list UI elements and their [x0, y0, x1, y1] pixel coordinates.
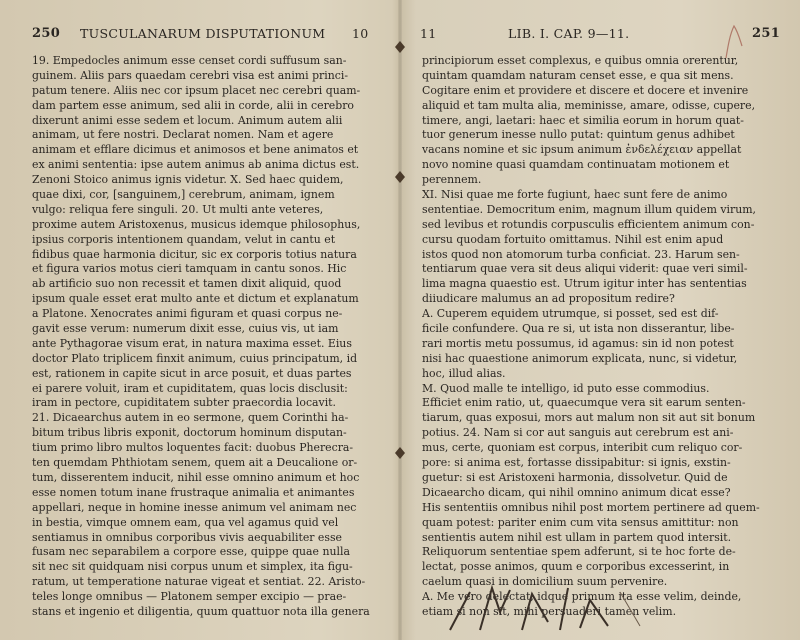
text-line: ipsum quale esset erat multo ante et dictum et explanatum	[32, 292, 359, 306]
text-line: ex animi sententia: ipse autem animus ab anima dictus est.	[32, 158, 360, 172]
text-line: 21. Dicaearchus autem in eo sermone, quem Corinthi ha-	[32, 411, 349, 425]
text-line: tuor generum inesse nullo putat: quintum genus adhibet	[422, 128, 735, 142]
text-line: Dicaearcho dicam, qui nihil omnino animum dicat esse?	[422, 485, 731, 499]
text-line: doctor Plato triplicem finxit animum, cuius principatum, id	[32, 351, 358, 365]
text-line: bitum tribus libris exponit, doctorum hominum disputan-	[32, 426, 347, 440]
text-line: istos quod non atomorum turba conficiat. 23. Harum sen-	[422, 247, 740, 261]
text-line: animam, ut fere nostri. Declarat nomen. Nam et agere	[32, 128, 334, 142]
text-line: proxime autem Aristoxenus, musicus idemque philosophus,	[32, 217, 361, 231]
text-line: nisi hac quaestione animorum explicata, nunc, si videtur,	[422, 351, 738, 365]
text-line: et figura varios motus cieri tamquam in cantu sonos. Hic	[32, 262, 347, 276]
text-line: Reliquorum sententiae spem adferunt, si te hoc forte de-	[422, 545, 736, 559]
text-line: sententiae. Democritum enim, magnum illum quidem virum,	[422, 202, 757, 216]
text-line: tum, disserentem inducit, nihil esse omnino animum et hoc	[32, 470, 360, 484]
text-line: etiam si non sit, mihi persuaderi tamen velim.	[422, 604, 677, 618]
left-page-header	[0, 26, 400, 44]
text-line: guetur: si est Aristoxeni harmonia, dissolvetur. Quid de	[422, 470, 728, 484]
text-line: ficile confundere. Qua re si, ut ista non disserantur, libe-	[422, 322, 735, 336]
text-line: XI. Nisi quae me forte fugiunt, haec sunt fere de animo	[422, 188, 728, 202]
margin-bullet-mark	[393, 170, 407, 184]
text-line: A. Me vero delectat, idque primum ita esse velim, deinde,	[422, 590, 742, 604]
right-page-number: 251	[752, 26, 781, 41]
text-line: lectat, posse animos, quum e corporibus excesserint, in	[422, 560, 730, 574]
text-line: est, rationem in capite sicut in arce posuit, et duas partes	[32, 366, 352, 380]
text-line: lima magna quaestio est. Utrum igitur inter has sententias	[422, 277, 747, 291]
text-line: ei parere voluit, iram et cupiditatem, quas locis disclusit:	[32, 381, 348, 395]
text-line: ten quemdam Phthiotam senem, quem ait a Deucalione or-	[32, 456, 358, 470]
right-running-title: LIB. I. CAP. 9—11.	[508, 26, 630, 41]
text-line: caelum quasi in domicilium suum pervenire.	[422, 575, 668, 589]
text-line: perennem.	[422, 173, 482, 187]
text-line: His sententiis omnibus nihil post mortem pertinere ad quem-	[422, 500, 760, 514]
text-line: cursu quodam fortuito omittamus. Nihil est enim apud	[422, 232, 724, 246]
handwritten-scribble-icon	[440, 582, 660, 632]
text-line: quintam quamdam naturam censet esse, e qua sit mens.	[422, 68, 734, 82]
text-line: Efficiet enim ratio, ut, quaecumque vera sit earum senten-	[422, 396, 746, 410]
text-line: fidibus quae harmonia dicitur, sic ex corporis totius natura	[32, 247, 357, 261]
left-chapter-number: 10	[352, 26, 369, 41]
text-line: hoc, illud alias.	[422, 366, 506, 380]
right-page	[400, 0, 800, 640]
margin-bullet-mark	[393, 446, 407, 460]
text-line: 19. Empedocles animum esse censet cordi suffusum san-	[32, 54, 347, 67]
text-line: vacans nomine et sic ipsum animum ἐνδελέχειαν appellat	[422, 143, 742, 157]
left-page-number: 250	[32, 26, 61, 41]
text-line: sentientis autem nihil est ullam in partem quod intersit.	[422, 530, 732, 544]
text-line: patum tenere. Aliis nec cor ipsum placet nec cerebri quam-	[32, 83, 361, 97]
text-line: rari mortis metu possumus, id agamus: sin id non potest	[422, 336, 734, 350]
text-line: ante Pythagorae visum erat, in natura maxima esset. Eius	[32, 336, 352, 350]
text-line: ipsius corporis intentionem quandam, velut in cantu et	[32, 232, 336, 246]
text-line: tium primo libro multos loquentes facit: duobus Pherecra-	[32, 441, 354, 455]
text-line: teles longe omnibus — Platonem semper excipio — prae-	[32, 590, 347, 604]
text-line: M. Quod malle te intelligo, id puto esse commodius.	[422, 381, 710, 395]
text-line: sit nec sit quidquam nisi corpus unum et simplex, ita figu-	[32, 560, 353, 574]
text-line: tentiarum quae vera sit deus aliqui viderit: quae veri simil-	[422, 262, 748, 276]
text-line: novo nomine quasi quamdam continuatam motionem et	[422, 158, 730, 172]
text-line: quam potest: pariter enim cum vita sensus amittitur: non	[422, 515, 739, 529]
text-line: ab artificio suo non recessit et tamen dixit aliquid, quod	[32, 277, 342, 291]
text-line: fusam nec separabilem a corpore esse, quippe quae nulla	[32, 545, 350, 559]
text-line: sed levibus et rotundis corpusculis efficientem animum con-	[422, 217, 755, 231]
text-line: guinem. Aliis pars quaedam cerebri visa est animi princi-	[32, 68, 349, 82]
text-line: mus, certe, quoniam est corpus, interibit cum reliquo cor-	[422, 441, 743, 455]
text-line: potius. 24. Nam si cor aut sanguis aut cerebrum est ani-	[422, 426, 734, 440]
text-line: a Platone. Xenocrates animi figuram et quasi corpus ne-	[32, 307, 343, 321]
text-line: A. Cuperem equidem utrumque, si posset, sed est dif-	[422, 307, 719, 321]
text-line: timere, angi, laetari: haec et similia eorum in horum quat-	[422, 113, 744, 127]
text-line: vulgo: reliqua fere singuli. 20. Ut multi ante veteres,	[32, 202, 324, 216]
left-page-body	[32, 54, 370, 620]
margin-bullet-mark	[393, 40, 407, 54]
text-line: tiarum, quas exposui, mors aut malum non sit aut sit bonum	[422, 411, 756, 425]
text-line: dixerunt animi esse sedem et locum. Animum autem alii	[32, 113, 343, 127]
text-line: pore: si anima est, fortasse dissipabitur: si ignis, exstin-	[422, 456, 731, 470]
text-line: aliquid et tam multa alia, meminisse, amare, odisse, cupere,	[422, 98, 756, 112]
text-line: ratum, ut temperatione naturae vigeat et sentiat. 22. Aristo-	[32, 575, 366, 589]
text-line: animam et efflare dicimus et animosos et bene animatos et	[32, 143, 359, 157]
right-chapter-number: 11	[420, 26, 437, 41]
text-line: esse nomen totum inane frustraque animalia et animantes	[32, 485, 355, 499]
text-line: sentiamus in omnibus corporibus vivis aequabiliter esse	[32, 530, 343, 544]
text-line: quae dixi, cor, [sanguinem,] cerebrum, animam, ignem	[32, 188, 335, 202]
text-line: stans et ingenio et diligentia, quum quattuor nota illa genera	[32, 604, 370, 618]
right-page-body	[422, 54, 762, 620]
text-line: appellari, neque in homine inesse animum vel animam nec	[32, 500, 357, 514]
text-line: in bestia, vimque omnem eam, qua vel agamus quid vel	[32, 515, 339, 529]
left-running-title: TUSCULANARUM DISPUTATIONUM	[80, 26, 326, 41]
pencil-mark-icon	[720, 22, 750, 62]
text-line: principiorum esset complexus, e quibus omnia orerentur,	[422, 54, 739, 67]
text-line: dam partem esse animum, sed alii in corde, alii in cerebro	[32, 98, 354, 112]
text-line: diiudicare malumus an ad propositum redire?	[422, 292, 675, 306]
text-line: Zenoni Stoico animus ignis videtur. X. Sed haec quidem,	[32, 173, 344, 187]
text-line: iram in pectore, cupiditatem subter praecordia locavit.	[32, 396, 337, 410]
text-line: Cogitare enim et providere et discere et docere et invenire	[422, 83, 749, 97]
text-line: gavit esse verum: numerum dixit esse, cuius vis, ut iam	[32, 322, 339, 336]
